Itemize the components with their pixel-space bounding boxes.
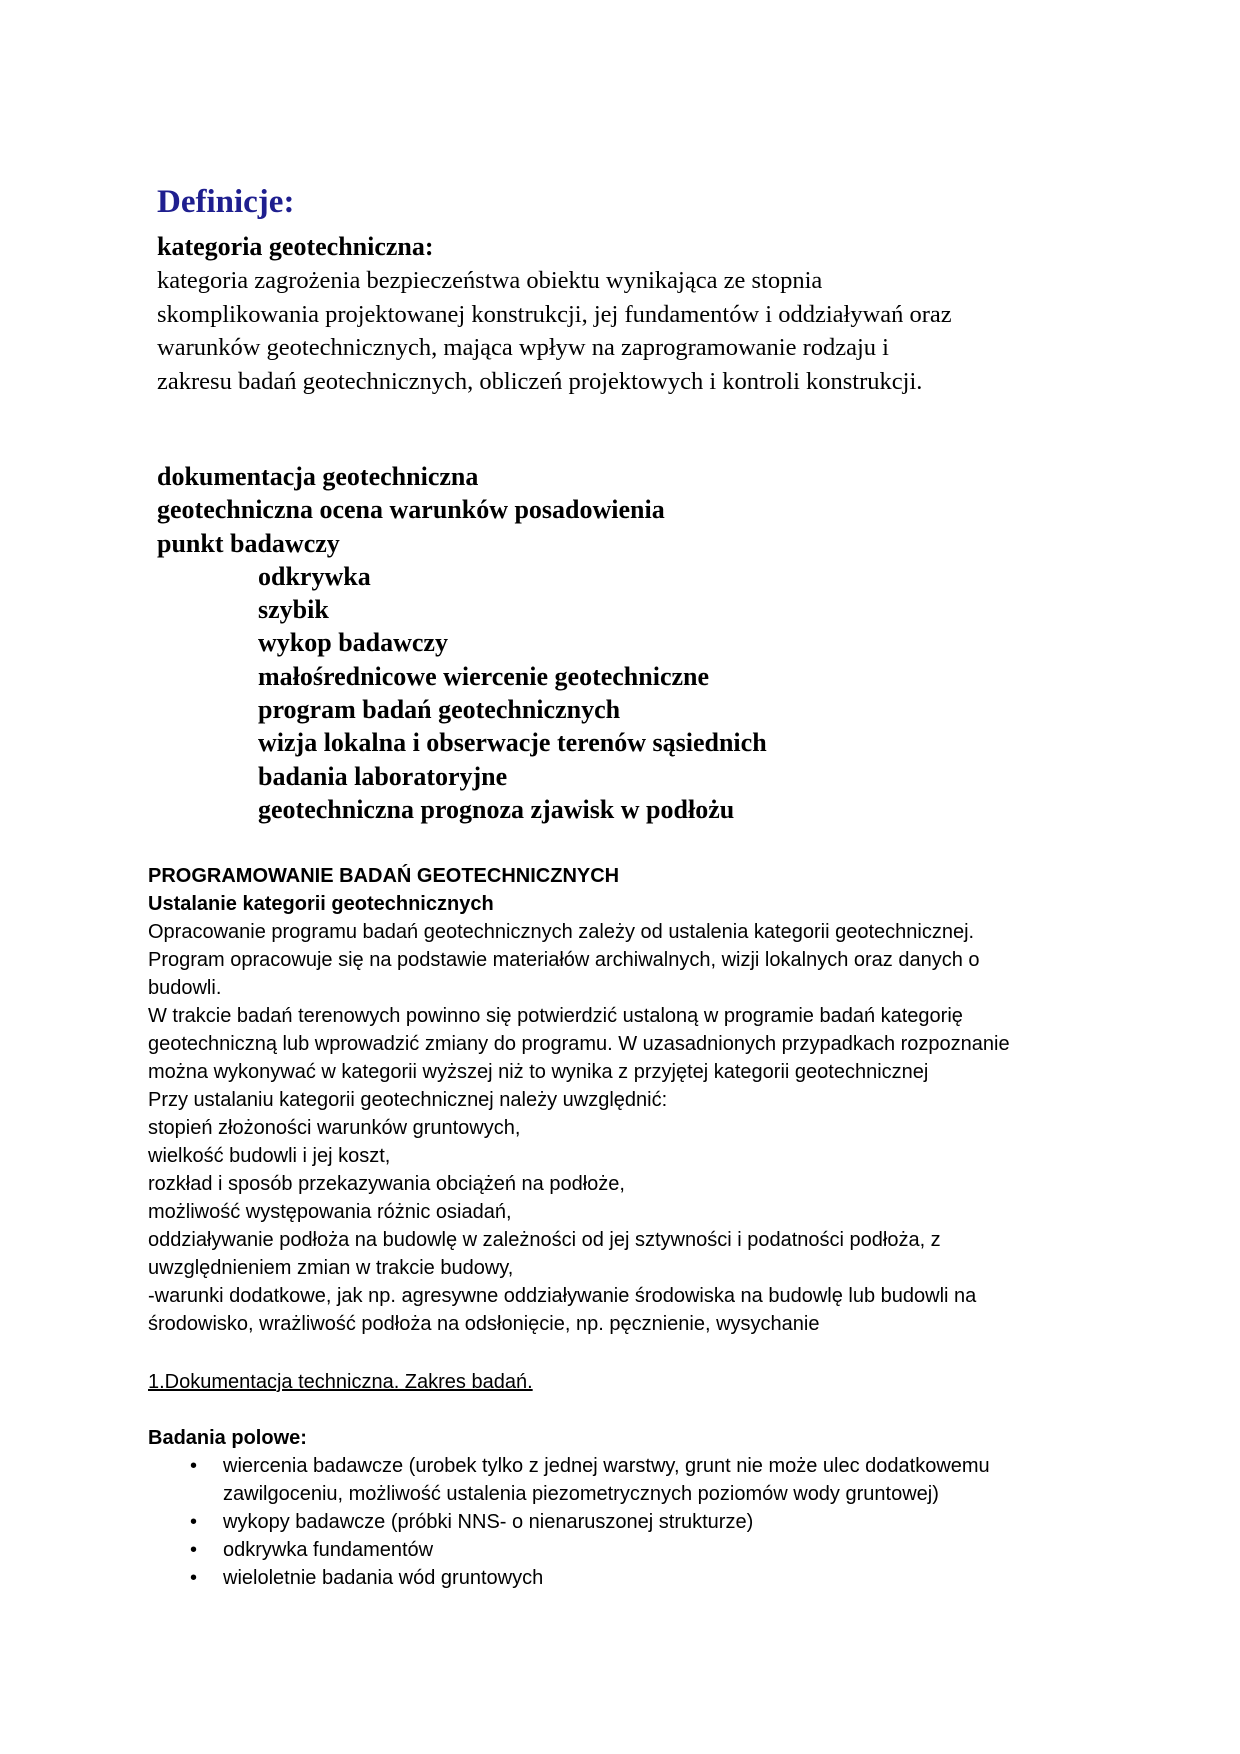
bullet-icon: •: [190, 1511, 198, 1533]
bullet-item: [148, 1564, 990, 1592]
subterm-item: odkrywka: [258, 561, 371, 591]
paragraph-line: Opracowanie programu badań geotechnicznych zależy od ustalenia kategorii geotechnicznej.: [148, 921, 975, 943]
subterm-item: małośrednicowe wiercenie geotechniczne: [258, 661, 710, 691]
subterm-item: program badań geotechnicznych: [258, 695, 621, 725]
bullet-line: wykopy badawcze (próbki NNS- o nienaruszonej strukturze): [223, 1511, 754, 1533]
paragraph-line: stopień złożoności warunków gruntowych,: [148, 1117, 521, 1139]
bullet-icon: •: [190, 1455, 198, 1477]
bullet-icon: •: [190, 1539, 198, 1561]
paragraph-line: uwzględnieniem zmian w trakcie budowy,: [148, 1257, 514, 1279]
subterm-item: badania laboratoryjne: [258, 761, 508, 791]
paragraph-line: W trakcie badań terenowych powinno się potwierdzić ustaloną w programie badań kategorię: [148, 1005, 963, 1027]
programowanie-section: [148, 862, 1098, 1338]
paragraph-line: geotechniczną lub wprowadzić zmiany do programu. W uzasadnionych przypadkach rozpoznanie: [148, 1033, 1010, 1055]
bullet-line: wieloletnie badania wód gruntowych: [223, 1567, 544, 1589]
bullet-item: [148, 1508, 990, 1536]
definition-kategoria: [157, 264, 1077, 398]
definition-line: kategoria zagrożenia bezpieczeństwa obiektu wynikająca ze stopnia: [157, 267, 823, 294]
section-subheading: Ustalanie kategorii geotechnicznych: [148, 893, 494, 915]
paragraph-line: można wykonywać w kategorii wyższej niż to wynika z przyjętej kategorii geotechnicznej: [148, 1061, 929, 1083]
term-list: [157, 460, 767, 826]
paragraph-line: możliwość występowania różnic osiadań,: [148, 1201, 512, 1223]
subterm-item: wykop badawczy: [258, 628, 448, 658]
subterm-item: wizja lokalna i obserwacje terenów sąsiednich: [258, 728, 767, 758]
paragraph-line: budowli.: [148, 977, 222, 999]
page-title: Definicje:: [157, 184, 295, 220]
paragraph-line: wielkość budowli i jej koszt,: [148, 1145, 391, 1167]
paragraph-line: Program opracowuje się na podstawie materiałów archiwalnych, wizji lokalnych oraz danych o: [148, 949, 980, 971]
subterm-item: szybik: [258, 595, 329, 625]
bullet-line: zawilgoceniu, możliwość ustalenia piezometrycznych poziomów wody gruntowej): [223, 1483, 939, 1505]
subterm-item: geotechniczna prognoza zjawisk w podłożu: [258, 794, 735, 824]
term-item: geotechniczna ocena warunków posadowienia: [157, 495, 665, 525]
definition-line: skomplikowania projektowanej konstrukcji, jej fundamentów i oddziaływań oraz: [157, 300, 952, 328]
section-heading: PROGRAMOWANIE BADAŃ GEOTECHNICZNYCH: [148, 865, 620, 887]
term-heading-kategoria: kategoria geotechniczna:: [157, 232, 434, 261]
dokumentacja-heading: 1.Dokumentacja techniczna. Zakres badań.: [148, 1371, 533, 1393]
bullet-item: [148, 1452, 990, 1508]
bullet-line: wiercenia badawcze (urobek tylko z jednej warstwy, grunt nie może ulec dodatkowemu: [223, 1455, 990, 1477]
paragraph-line: -warunki dodatkowe, jak np. agresywne oddziaływanie środowiska na budowlę lub budowli na: [148, 1285, 977, 1307]
badania-polowe-list: [148, 1452, 990, 1592]
bullet-item: [148, 1536, 990, 1564]
term-item: punkt badawczy: [157, 528, 340, 558]
paragraph-line: Przy ustalaniu kategorii geotechnicznej należy uwzględnić:: [148, 1089, 668, 1111]
term-item: dokumentacja geotechniczna: [157, 462, 479, 491]
paragraph-line: oddziaływanie podłoża na budowlę w zależności od jej sztywności i podatności podłoża, z: [148, 1229, 941, 1251]
bullet-line: odkrywka fundamentów: [223, 1539, 434, 1561]
bullet-icon: •: [190, 1567, 198, 1589]
definition-line: zakresu badań geotechnicznych, obliczeń projektowych i kontroli konstrukcji.: [157, 367, 923, 395]
badania-polowe-heading: Badania polowe:: [148, 1427, 307, 1449]
paragraph-line: rozkład i sposób przekazywania obciążeń na podłoże,: [148, 1173, 625, 1195]
paragraph-line: środowisko, wrażliwość podłoża na odsłonięcie, np. pęcznienie, wysychanie: [148, 1313, 820, 1335]
definition-line: warunków geotechnicznych, mająca wpływ na zaprogramowanie rodzaju i: [157, 334, 889, 361]
